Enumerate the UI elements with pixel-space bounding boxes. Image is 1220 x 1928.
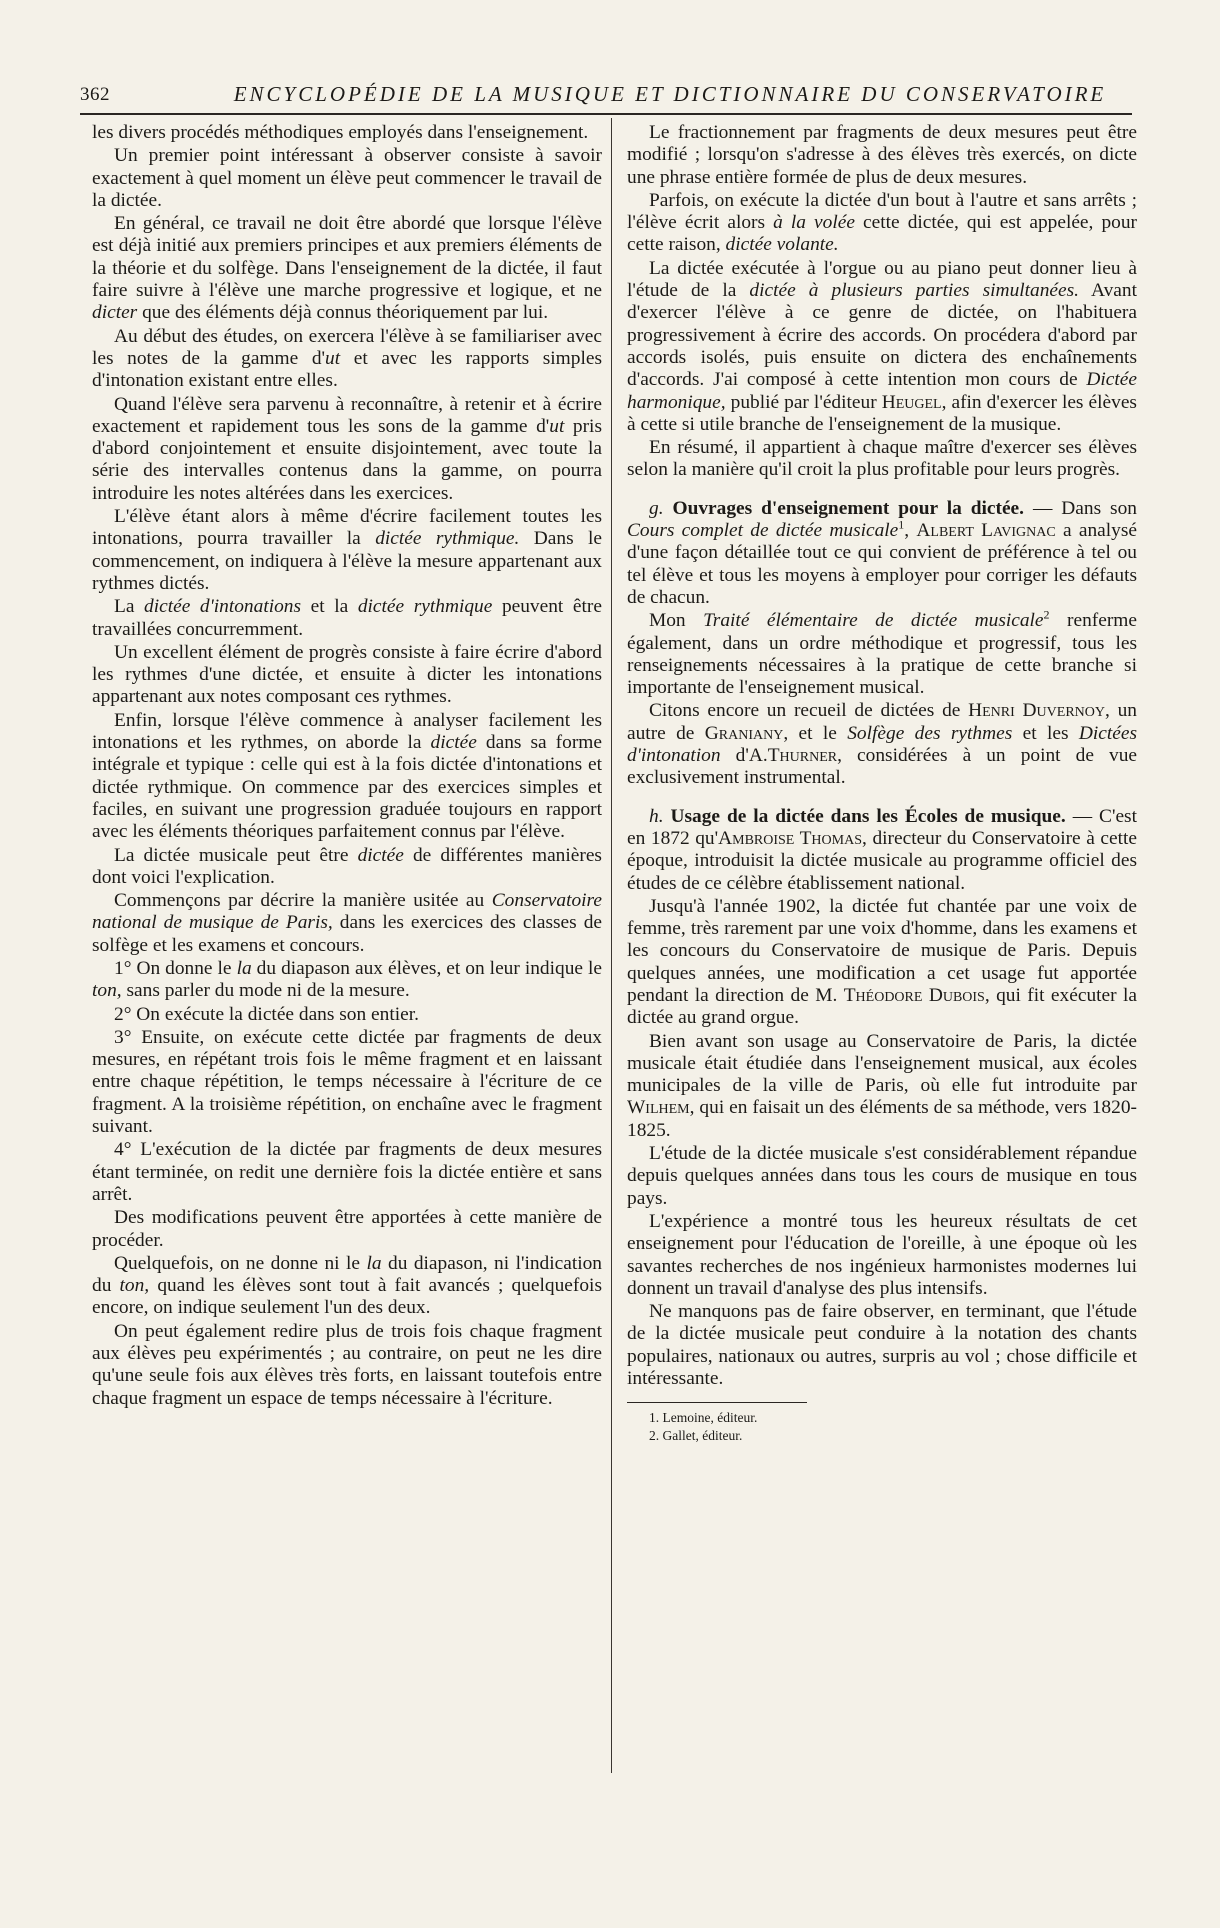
right-column [627,122,1137,1445]
paragraph: Commençons par décrire la manière usitée au Conservatoire national de musique de Paris, dans les exercices des classes de solfège et les examens et concours. [92,890,602,956]
paragraph: En général, ce travail ne doit être abordé que lorsque l'élève est déjà initié aux premiers principes et aux premiers éléments de la théorie et du solfège. Dans l'enseignement de la dictée, il faut faire suivre à l'élève une marche progressive et logique, et ne dicter que des éléments déjà connus théoriquement par lui. [92,213,602,324]
paragraph: La dictée exécutée à l'orgue ou au piano peut donner lieu à l'étude de la dictée à plusieurs parties simultanées. Avant d'exercer l'élève à ce genre de dictée, on l'habituera progressivement à écrire des accords. On procédera d'abord par accords isolés, puis ensuite on dictera des enchaînements d'accords. J'ai composé à cette intention mon cours de Dictée harmonique, publié par l'éditeur Heugel, afin d'exercer les élèves à cette si utile branche de l'enseignement de la musique. [627,257,1137,435]
section-heading: Usage de la dictée dans les Écoles de musique. [670,805,1066,827]
paragraph: les divers procédés méthodiques employés dans l'enseignement. [92,122,589,143]
header-rule [80,113,1132,115]
paragraph: Un premier point intéressant à observer consiste à savoir exactement à quel moment un élève peut commencer le travail de la dictée. [92,145,602,211]
paragraph: La dictée musicale peut être dictée de différentes manières dont voici l'explication. [92,844,602,888]
paragraph: L'expérience a montré tous les heureux résultats de cet enseignement pour l'éducation de l'oreille, à une époque où les savantes recherches de nos ingénieux harmonistes modernes lui donnent un travail d'analyse des plus intensifs. [627,1210,1137,1299]
paragraph: 1° On donne le la du diapason aux élèves, et on leur indique le ton, sans parler du mode ni de la mesure. [92,957,602,1002]
paragraph: Parfois, on exécute la dictée d'un bout à l'autre et sans arrêts ; l'élève écrit alors à la volée cette dictée, qui est appelée, pour cette raison, dictée volante. [627,189,1137,256]
running-title: ENCYCLOPÉDIE DE LA MUSIQUE ET DICTIONNAIRE DU CONSERVATOIRE [233,82,1107,106]
section-heading: Ouvrages d'enseignement pour la dictée. [672,497,1025,519]
paragraph: La dictée d'intonations et la dictée rythmique peuvent être travaillées concurremment. [92,596,602,640]
paragraph: Enfin, lorsque l'élève commence à analyser facilement les intonations et les rythmes, on aborde la dictée dans sa forme intégrale et typique : celle qui est à la fois dictée d'intonations et dictée rythmique. On commence par des exercices simples et faciles, en suivant une progression graduée toujours en rapport avec les éléments théoriques parfaitement connus par l'élève. [92,709,602,843]
section-h: h. Usage de la dictée dans les Écoles de musique. — C'est en 1872 qu'Ambroise Thomas, directeur du Conservatoire à cette époque, introduisit la dictée musicale au programme officiel des études de ce célèbre établissement national. [627,805,1137,894]
paragraph: Mon Traité élémentaire de dictée musicale$^2$ renferme également, dans un ordre méthodique et progressif, tous les renseignements nécessaires à la pratique de cette branche si importante de l'enseignement musical. [627,607,1137,699]
paragraph: On peut également redire plus de trois fois chaque fragment aux élèves peu expérimentés ; au contraire, on peut ne les dire qu'une seule fois aux élèves très forts, en laissant toutefois entre chaque fragment un espace de temps nécessaire à l'écriture. [92,1320,602,1409]
paragraph: Quand l'élève sera parvenu à reconnaître, à retenir et à écrire exactement et rapidement tous les sons de la gamme d'ut pris d'abord conjointement et ensuite disjointement, avec toute la série des intervalles contenus dans la gamme, on pourra introduire les notes altérées dans les exercices. [92,393,602,504]
paragraph: Bien avant son usage au Conservatoire de Paris, la dictée musicale était étudiée dans l'enseignement musical, aux écoles municipales de la ville de Paris, où elle fut introduite par Wilhem, qui en faisait un des éléments de sa méthode, vers 1820-1825. [627,1030,1137,1141]
column-divider [611,118,612,1773]
paragraph: 2° On exécute la dictée dans son entier. [114,1003,419,1025]
section-letter: h. [649,805,664,827]
paragraph: En résumé, il appartient à chaque maître d'exercer ses élèves selon la manière qu'il croit la plus profitable pour leurs progrès. [627,437,1137,481]
paragraph: Des modifications peuvent être apportées à cette manière de procéder. [92,1207,602,1251]
paragraph: Quelquefois, on ne donne ni le la du diapason, ni l'indication du ton, quand les élèves sont tout à fait avancés ; quelquefois encore, on indique seulement l'un des deux. [92,1252,602,1319]
page-number: 362 [80,84,110,105]
footnote-rule [627,1402,807,1403]
footnote-ref: 1 [898,517,905,532]
paragraph: Citons encore un recueil de dictées de Henri Duvernoy, un autre de Graniany, et le Solfège des rythmes et les Dictées d'intonation d'A.Thurner, considérées à un point de vue exclusivement instrumental. [627,700,1138,789]
paragraph: Le fractionnement par fragments de deux mesures peut être modifié ; lorsqu'on s'adresse à des élèves très exercés, on dicte une phrase entière formée de plus de deux mesures. [627,122,1137,188]
paragraph: L'étude de la dictée musicale s'est considérablement répandue depuis quelques années dans tous les cours de musique en tous pays. [627,1143,1137,1209]
paragraph: Jusqu'à l'année 1902, la dictée fut chantée par une voix de femme, très rarement par une voix d'homme, dans les examens et les concours du Conservatoire de musique de Paris. Depuis quelques années, une modification a cet usage fut apportée pendant la direction de M. Théodore Dubois, qui fit exécuter la dictée au grand orgue. [627,895,1137,1029]
footnote: 2. Gallet, éditeur. [649,1428,743,1444]
paragraph: Au début des études, on exercera l'élève à se familiariser avec les notes de la gamme d'ut et avec les rapports simples d'intonation existant entre elles. [92,325,602,392]
paragraph: 3° Ensuite, on exécute cette dictée par fragments de deux mesures, en répétant trois fois le même fragment et en laissant entre chaque répétition, le temps nécessaire à l'écriture de ce fragment. A la troisième répétition, on enchaîne avec le fragment suivant. [92,1026,602,1138]
footnote-ref: 2 [1043,607,1050,622]
paragraph: L'élève étant alors à même d'écrire facilement toutes les intonations, pourra travailler la dictée rythmique. Dans le commencement, on indiquera à l'élève la mesure appartenant aux rythmes dictés. [92,506,603,594]
page-header [80,80,1130,110]
paragraph: Un excellent élément de progrès consiste à faire écrire d'abord les rythmes d'une dictée, et ensuite à dicter les intonations appartenant aux notes composant ces rythmes. [92,641,602,708]
section-g: g. Ouvrages d'enseignement pour la dictée. — Dans son Cours complet de dictée musicale$^1$, Albert Lavignac a analysé d'une façon détaillée tout ce qui convient de préférence à tel ou tel élève et tous les moyens à employer pour corriger les défauts de chacun. [627,497,1137,608]
paragraph: 4° L'exécution de la dictée par fragments de deux mesures étant terminée, on redit une dernière fois la dictée entière et sans arrêt. [92,1139,602,1205]
section-letter: g. [649,497,664,519]
paragraph: Ne manquons pas de faire observer, en terminant, que l'étude de la dictée musicale peut conduire à la notation des chants populaires, nationaux ou autres, surpris au vol ; chose difficile et intéressante. [627,1301,1137,1390]
footnote: 1. Lemoine, éditeur. [649,1410,758,1426]
left-column [92,122,602,1411]
